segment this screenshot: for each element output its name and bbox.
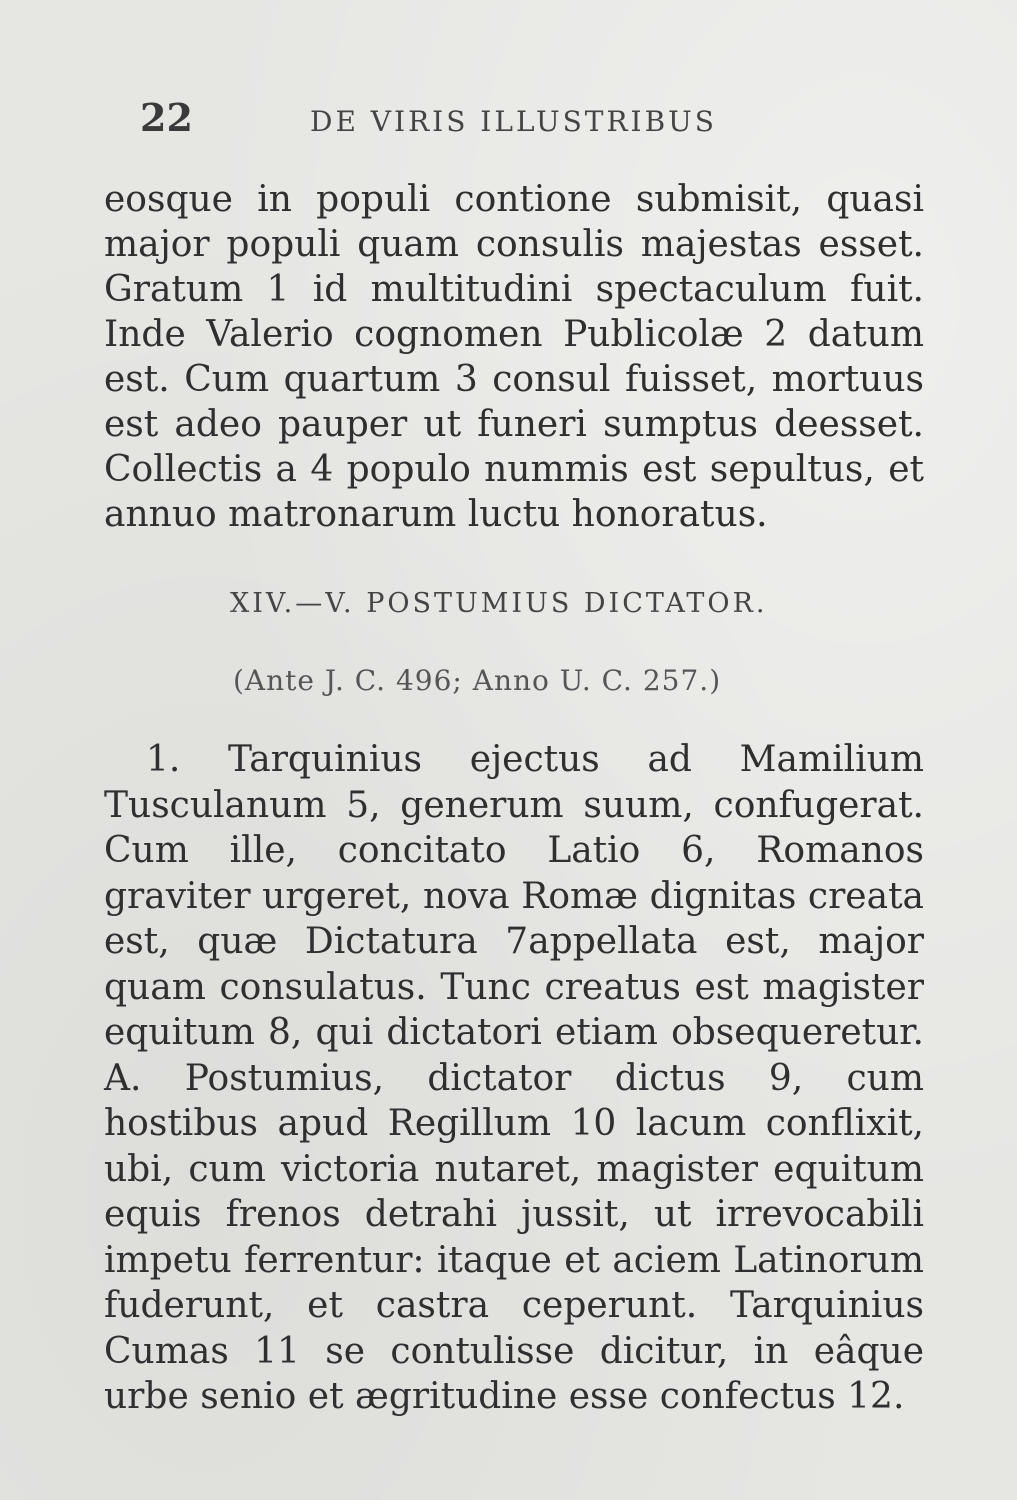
section-date: (Ante J. C. 496; Anno U. C. 257.) xyxy=(233,664,722,697)
section-title: XIV.—V. POSTUMIUS DICTATOR. xyxy=(230,588,768,619)
section-paragraph xyxy=(104,737,924,1417)
continued-paragraph xyxy=(104,177,924,537)
running-head: DE VIRIS ILLUSTRIBUS xyxy=(310,105,717,138)
paragraph-text: 1. Tarquinius ejectus ad Mamilium Tusculanum 5, generum suum, confugerat. Cum ille, concitato Latio 6, Romanos graviter urgeret, nova Romæ dignitas creata est, quæ Dictatura 7appellata est, major quam consulatus. Tunc creatus est magister equitum 8, qui dictatori etiam obsequeretur. A. Postumius, dictator dictus 9, cum hostibus apud Regillum 10 lacum conflixit, ubi, cum victoria nutaret, magister equitum equis frenos detrahi jussit, ut irrevocabili impetu ferrentur: itaque et aciem Latinorum fuderunt, et castra ceperunt. Tarquinius Cumas 11 se contulisse dicitur, in eâque urbe senio et ægritudine esse confectus 12. xyxy=(104,739,924,1417)
page-number: 22 xyxy=(140,95,193,140)
page-header xyxy=(0,95,1017,145)
paragraph-text: eosque in populi contione submisit, quasi major populi quam consulis majestas esset. Gratum 1 id multitudini spectaculum fuit. Inde Valerio cognomen Publicolæ 2 datum est. Cum quartum 3 consul fuisset, mortuus est adeo pauper ut funeri sumptus deesset. Collectis a 4 populo nummis est sepultus, et annuo matronarum luctu honoratus. xyxy=(104,179,924,535)
